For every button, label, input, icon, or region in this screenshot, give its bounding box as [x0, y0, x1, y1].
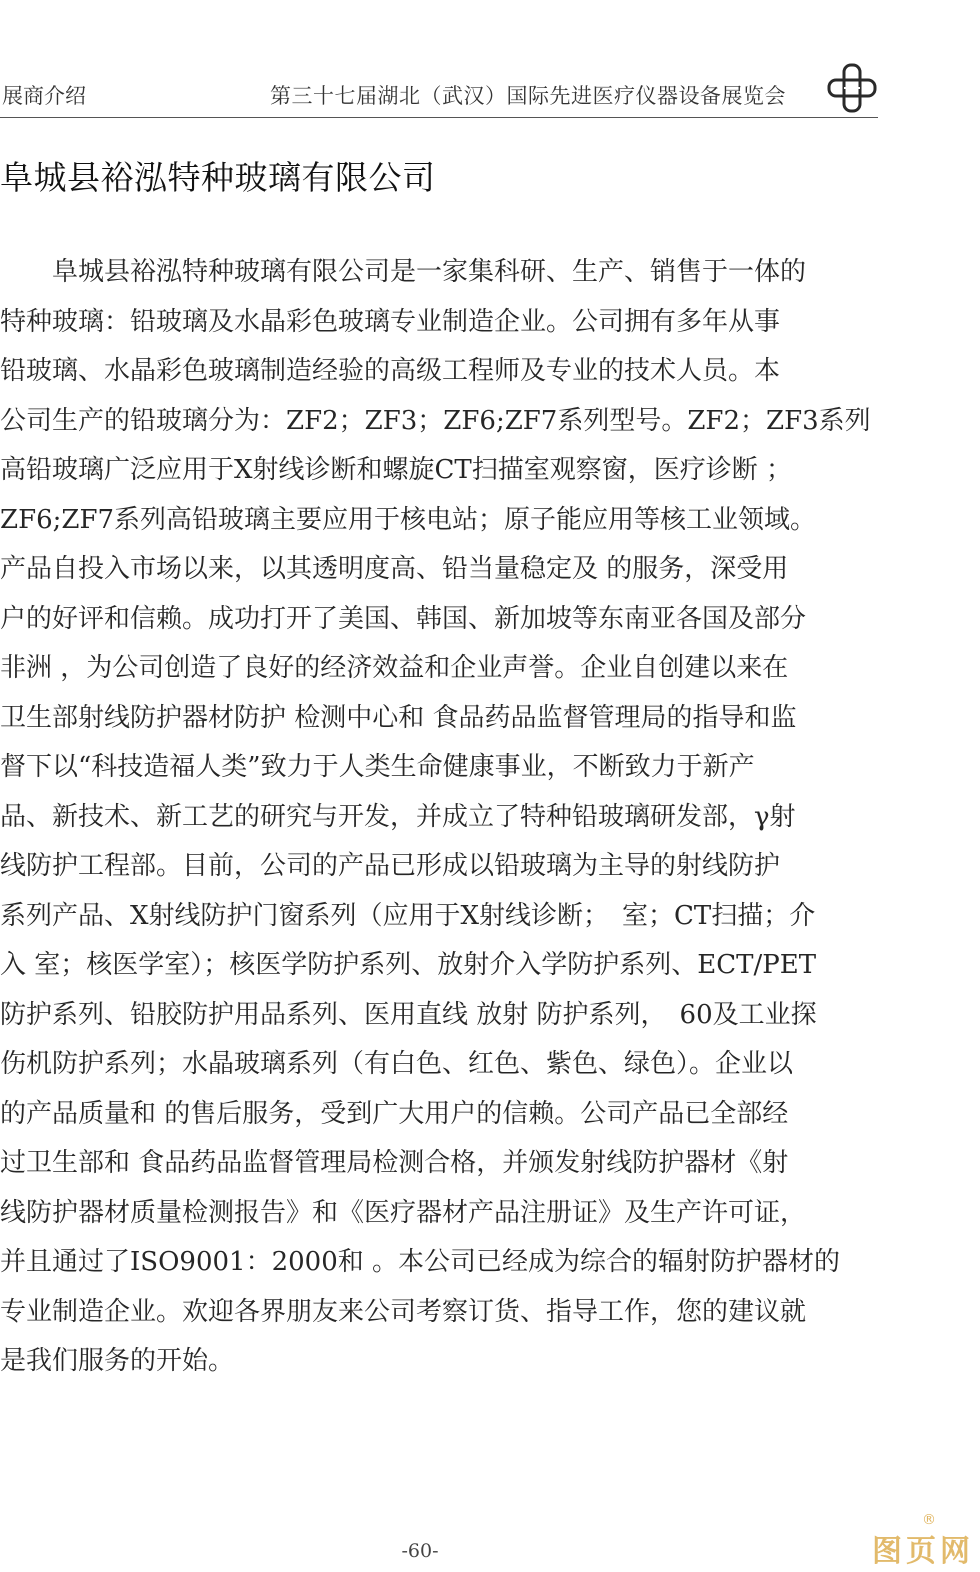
text-line: 阜城县裕泓特种玻璃有限公司是一家集科研、生产、销售于一体的 [0, 257, 807, 287]
text-line: 伤机防护系列；水晶玻璃系列（有白色、红色、紫色、绿色）。企业以 [0, 1049, 794, 1079]
company-title: 阜城县裕泓特种玻璃有限公司 [0, 158, 436, 197]
registered-mark: ® [922, 1512, 936, 1528]
text-line: 特种玻璃：铅玻璃及水晶彩色玻璃专业制造企业。公司拥有多年从事 [0, 306, 781, 337]
text-line: 公司生产的铅玻璃分为：ZF2；ZF3；ZF6;ZF7系列型号。ZF2；ZF3系列 [0, 405, 871, 436]
text-line: 高铅玻璃广泛应用于X射线诊断和螺旋CT扫描室观察窗，医疗诊断 ； [0, 455, 793, 485]
text-line: 入 室；核医学室）；核医学防护系列、放射介入学防护系列、ECT/PET [0, 950, 817, 980]
text-line: 系列产品、X射线防护门窗系列（应用于X射线诊断； 室；CT扫描；介 [0, 900, 816, 931]
text-line: 过卫生部和 食品药品监督管理局检测合格，并颁发射线防护器材《射 [0, 1148, 789, 1178]
text-line: 户的好评和信赖。成功打开了美国、韩国、新加坡等东南亚各国及部分 [0, 603, 807, 634]
page-header [0, 62, 880, 118]
watermark [856, 1512, 974, 1568]
text-line: 并且通过了ISO9001：2000和 。本公司已经成为综合的辐射防护器材的 [0, 1247, 840, 1277]
text-line: 品、新技术、新工艺的研究与开发，并成立了特种铅玻璃研发部，γ射 [0, 801, 796, 832]
text-line: 专业制造企业。欢迎各界朋友来公司考察订货、指导工作，您的建议就 [0, 1296, 807, 1327]
cross-knot-logo-icon [826, 62, 878, 114]
text-line: ZF6;ZF7系列高铅玻璃主要应用于核电站；原子能应用等核工业领域。 [0, 504, 817, 535]
text-line: 非洲 ，为公司创造了良好的经济效益和企业声誉。企业自创建以来在 [0, 653, 789, 683]
text-line: 产品自投入市场以来，以其透明度高、铅当量稳定及 的服务，深受用 [0, 554, 789, 584]
watermark-text: 图页网 [872, 1534, 974, 1569]
section-label: 展商介绍 [2, 84, 86, 108]
exhibition-title: 第三十七届湖北（武汉）国际先进医疗仪器设备展览会 [270, 84, 786, 108]
text-line: 线防护工程部。目前，公司的产品已形成以铅玻璃为主导的射线防护 [0, 851, 781, 881]
text-line: 的产品质量和 的售后服务，受到广大用户的信赖。公司产品已全部经 [0, 1098, 789, 1129]
page-number: -60- [401, 1540, 439, 1562]
text-line: 督下以“科技造福人类”致力于人类生命健康事业，不断致力于新产 [0, 752, 755, 782]
text-line: 防护系列、铅胶防护用品系列、医用直线 放射 防护系列， 60及工业探 [0, 999, 817, 1030]
text-line: 线防护器材质量检测报告》和《医疗器材产品注册证》及生产许可证， [0, 1197, 807, 1228]
text-line: 铅玻璃、水晶彩色玻璃制造经验的高级工程师及专业的技术人员。本 [0, 356, 781, 386]
text-line: 卫生部射线防护器材防护 检测中心和 食品药品监督管理局的指导和监 [0, 702, 797, 733]
header-divider [0, 117, 878, 118]
article-body [0, 248, 872, 1387]
text-line: 是我们服务的开始。 [0, 1346, 235, 1376]
